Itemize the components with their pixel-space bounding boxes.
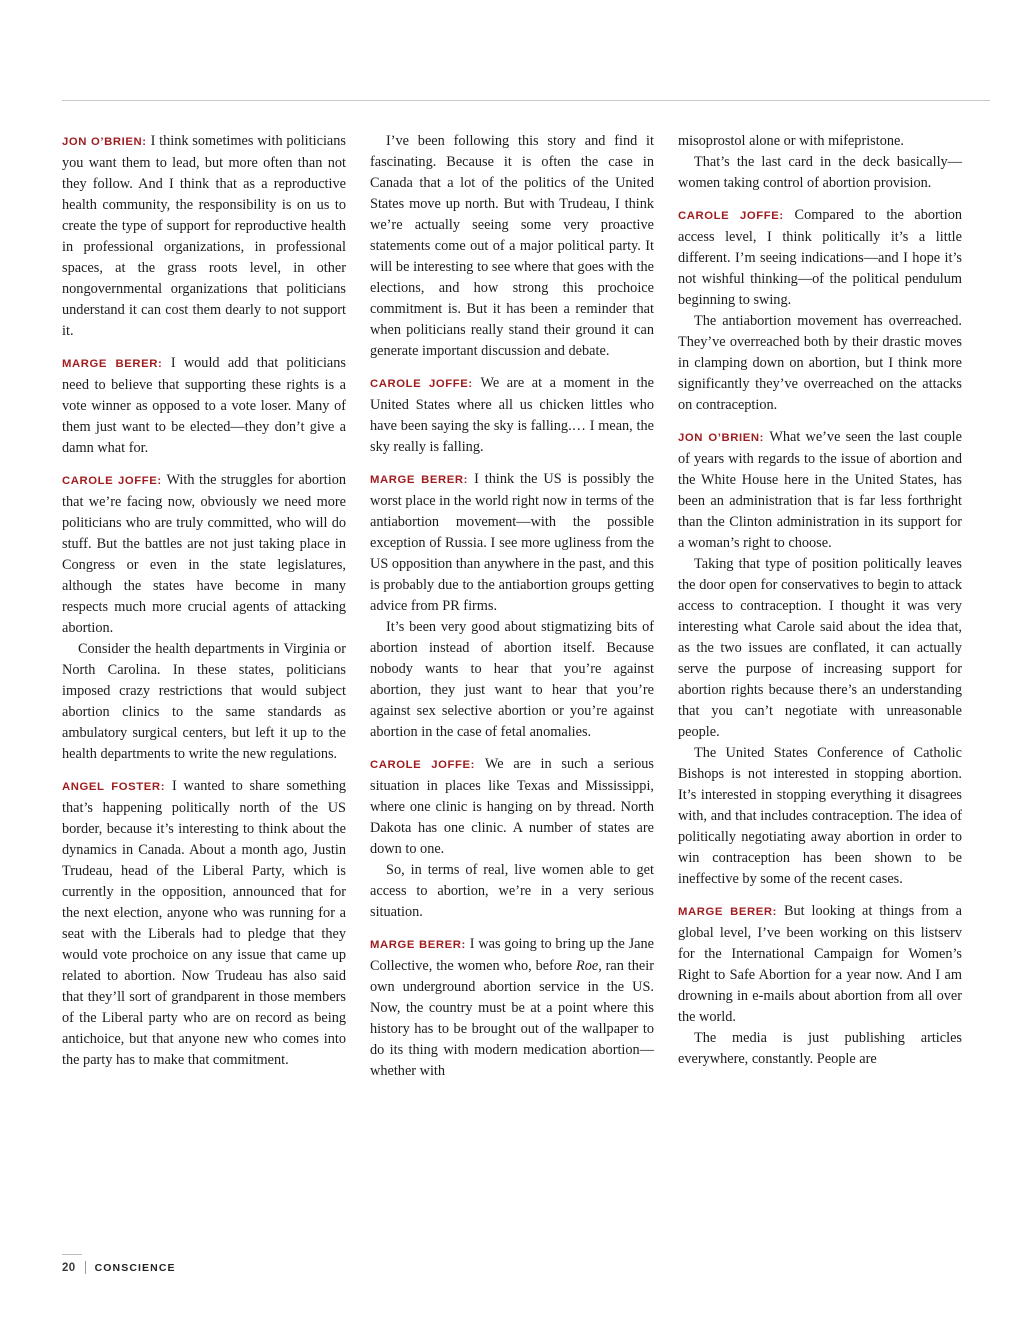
- speaker-label: ANGEL FOSTER:: [62, 781, 172, 793]
- paragraph: [370, 469, 654, 617]
- paragraph: [678, 743, 962, 890]
- paragraph: [62, 776, 346, 1071]
- speaker-label: MARGE BERER:: [370, 939, 470, 951]
- article-body: [62, 131, 962, 1082]
- body-text: I was going to bring up the Jane Collective, the women who, before: [370, 936, 655, 974]
- paragraph: [678, 205, 962, 311]
- paragraph: [62, 353, 346, 459]
- paragraph: [370, 754, 654, 860]
- paragraph: [370, 131, 654, 362]
- speaker-label: CAROLE JOFFE:: [62, 475, 167, 487]
- body-text: misoprostol alone or with mifepristone.: [678, 133, 904, 149]
- body-text: I’ve been following this story and find it fascinating. Because it is often the case in Canada that a lot of the politics of the United States move up north. But with Trudeau, I think we’re actually seeing some very proactive statements come out of a major political party. It will be interesting to see where that goes with the elections, and how strong this prochoice commitment is. But it has been a reminder that when politicians really stand their ground it can generate important discussion and debate.: [370, 133, 654, 359]
- body-text: The United States Conference of Catholic Bishops is not interested in stopping abortion. It’s interested in stopping everything it disagrees with, and that includes contraception. The idea of politically negotiating away abortion in order to win contraception has been shown to be ineffective by some of the recent cases.: [678, 745, 962, 887]
- paragraph: [678, 901, 962, 1028]
- body-text: I think sometimes with politicians you want them to lead, but more often than not they follow. And I think that as a reproductive health community, the responsibility is on us to create the type of support for reproductive health in professional organizations, in professional spaces, at the grass roots level, in other nongovernmental organizations that politicians understand it can cost them dearly to not support it.: [62, 133, 346, 339]
- paragraph: [678, 131, 962, 152]
- top-divider: [62, 100, 990, 101]
- paragraph: [678, 311, 962, 416]
- body-text: What we’ve seen the last couple of years with regards to the issue of abortion and the White House here in the United States, has been an administration that is far less forthright than the Clinton administration in its support for a woman’s right to choose.: [678, 429, 962, 551]
- body-text: Taking that type of position politically leaves the door open for conservatives to begin to attack access to contraception. I thought it was very interesting what Carole said about the idea that, as the two issues are conflated, it can actually serve the purpose of increasing support for abortion rights because there’s an understanding that you can’t negotiate with unreasonable people.: [678, 556, 962, 740]
- body-text: We are at a moment in the United States where all us chicken littles who have been saying the sky is falling.… I mean, the sky really is falling.: [370, 375, 654, 455]
- body-text: , ran their own underground abortion service in the US. Now, the country must be at a point where this history has to be brought out of the wallpaper to do its thing with modern medication abortion—whether with: [370, 958, 654, 1079]
- paragraph: [678, 554, 962, 743]
- publication-name: CONSCIENCE: [94, 1261, 176, 1274]
- body-text: I wanted to share something that’s happening politically north of the US border, because it’s interesting to think about the dynamics in Canada. About a month ago, Justin Trudeau, head of the Liberal Party, which is currently in the opposition, announced that for the next election, anyone who was running for a seat with the Liberals had to pledge that they would vote prochoice on any issue that came up related to abortion. Now Trudeau has also said that they’ll sort of grandparent in those members of the Liberal party who are on record as being antichoice, but that anyone new who comes into the party has to make that commitment.: [62, 778, 346, 1068]
- body-text: But looking at things from a global level, I’ve been working on this listserv for the International Campaign for Women’s Right to Safe Abortion for a year now. And I am drowning in e-mails about abortion from all over the world.: [678, 903, 963, 1025]
- speaker-label: CAROLE JOFFE:: [370, 759, 485, 771]
- paragraph: [370, 617, 654, 743]
- paragraph: [62, 639, 346, 765]
- body-text: Consider the health departments in Virginia or North Carolina. In these states, politicians imposed crazy restrictions that would subject abortion clinics to the same standards as ambulatory surgical centers, but left it up to the health departments to write the new regulations.: [62, 641, 346, 762]
- body-text: The antiabortion movement has overreached. They’ve overreached both by their drastic moves in clamping down on abortion, but I think more significantly they’ve overreached on the attacks on contraception.: [678, 313, 962, 413]
- italic-text: Roe: [575, 958, 599, 974]
- speaker-label: MARGE BERER:: [370, 474, 475, 486]
- paragraph: [678, 1028, 962, 1070]
- body-text: The media is just publishing articles everywhere, constantly. People are: [678, 1030, 962, 1067]
- page-number: 20: [62, 1261, 76, 1274]
- paragraph: [62, 131, 346, 342]
- text-column: [62, 131, 346, 1082]
- paragraph: [370, 373, 654, 458]
- speaker-label: JON O’BRIEN:: [62, 136, 151, 148]
- speaker-label: MARGE BERER:: [678, 906, 784, 918]
- text-column: [678, 131, 962, 1082]
- paragraph: [678, 152, 962, 194]
- paragraph: [370, 934, 654, 1082]
- body-text: Compared to the abortion access level, I think politically it’s a little different. I’m seeing indications—and I hope it’s not wishful thinking—of the political pendulum beginning to swing.: [678, 207, 963, 308]
- speaker-label: CAROLE JOFFE:: [370, 378, 481, 390]
- page-footer: [62, 1261, 176, 1274]
- speaker-label: MARGE BERER:: [62, 358, 171, 370]
- paragraph: [62, 470, 346, 639]
- body-text: I think the US is possibly the worst place in the world right now in terms of the antiabortion movement—with the possible exception of Russia. I see more ugliness from the US opposition than anywhere in the past, and this is probably due to the antiabortion groups getting advice from PR firms.: [370, 471, 654, 614]
- body-text: With the struggles for abortion that we’re facing now, obviously we need more politicians who are truly committed, who will do stuff. But the battles are not just taking place in Congress or even in the state legislatures, although the states have become in many respects much more crucial agents of attacking abortion.: [62, 472, 347, 636]
- paragraph: [370, 860, 654, 923]
- paragraph: [678, 427, 962, 554]
- body-text: So, in terms of real, live women able to get access to abortion, we’re in a very serious situation.: [370, 862, 654, 920]
- body-text: We are in such a serious situation in places like Texas and Mississippi, where one clinic is hanging on by thread. North Dakota has one clinic. A number of states are down to one.: [370, 756, 654, 857]
- footer-separator: [85, 1261, 86, 1274]
- body-text: It’s been very good about stigmatizing bits of abortion instead of abortion itself. Because nobody wants to hear that you’re against abortion, they just want to hear that you’re against sex selective abortion or you’re against abortion in the case of fetal anomalies.: [370, 619, 654, 740]
- speaker-label: CAROLE JOFFE:: [678, 210, 795, 222]
- body-text: That’s the last card in the deck basically—women taking control of abortion provision.: [678, 154, 962, 191]
- text-column: [370, 131, 654, 1082]
- body-text: I would add that politicians need to believe that supporting these rights is a vote winner as opposed to a vote loser. Many of them just want to be elected—they don’t give a damn what for.: [62, 355, 346, 456]
- footer-divider: [62, 1254, 82, 1255]
- speaker-label: JON O’BRIEN:: [678, 432, 770, 444]
